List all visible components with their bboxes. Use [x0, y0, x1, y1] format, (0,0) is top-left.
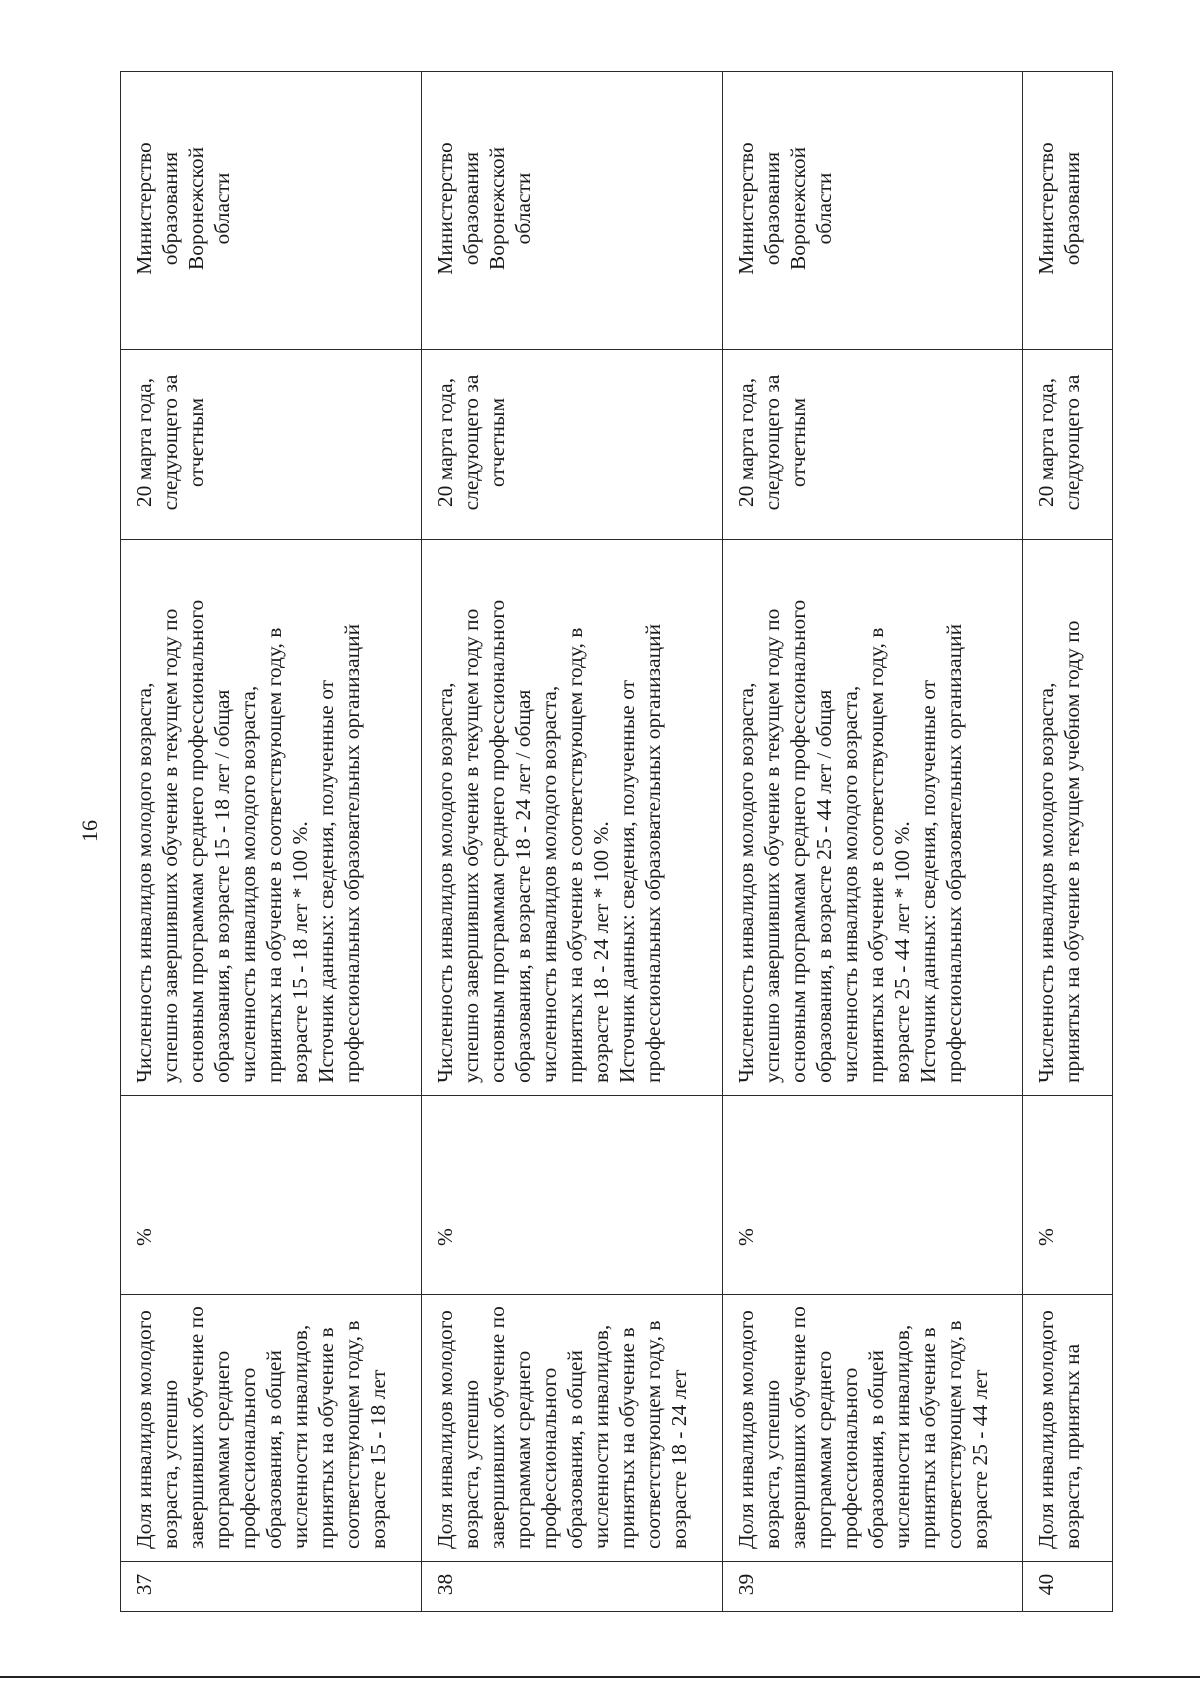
- indicator-name: Доля инвалидов молодого возраста, успешно завершивших обучение по программам среднего профессионального образования, в общей численности инвалидов, принятых на обучение в соответствующем году, в возрасте 18 - 24 лет: [422, 1295, 723, 1562]
- responsible-body: Министерство образования Воронежской области: [422, 72, 723, 350]
- page-number: 16: [77, 820, 102, 842]
- page-bottom-rule: [0, 1676, 1200, 1678]
- table-row: [121, 72, 422, 1612]
- table-row: [422, 72, 723, 1612]
- row-number: 40: [1023, 1562, 1113, 1612]
- indicator-name: Доля инвалидов молодого возраста, успешно завершивших обучение по программам среднего профессионального образования, в общей численности инвалидов, принятых на обучение в соответствующем году, в возрасте 25 - 44 лет: [723, 1295, 1023, 1562]
- calculation-method: Численность инвалидов молодого возраста, успешно завершивших обучение в текущем году по основным программам среднего профессионального образования, в возрасте 25 - 44 лет / общая численность инвалидов молодого возраста, принятых на обучение в соответствующем году, в возрасте 25 - 44 лет * 100 %. Источник данных: сведения, полученные от профессиональных образовательных организаций: [723, 540, 1023, 1096]
- unit-of-measure: %: [1023, 1096, 1113, 1295]
- row-number: 37: [121, 1562, 422, 1612]
- unit-of-measure: %: [723, 1096, 1023, 1295]
- responsible-body: Министерство образования: [1023, 72, 1113, 350]
- table-row: [1023, 72, 1113, 1612]
- submission-deadline: 20 марта года, следующего за отчетным: [422, 350, 723, 540]
- row-number: 39: [723, 1562, 1023, 1612]
- indicator-name: Доля инвалидов молодого возраста, принятых на: [1023, 1295, 1113, 1562]
- submission-deadline: 20 марта года, следующего за отчетным: [121, 350, 422, 540]
- row-number: 38: [422, 1562, 723, 1612]
- submission-deadline: 20 марта года, следующего за: [1023, 350, 1113, 540]
- table-row: [723, 72, 1023, 1612]
- responsible-body: Министерство образования Воронежской области: [121, 72, 422, 350]
- indicators-table: [120, 71, 1113, 1612]
- unit-of-measure: %: [422, 1096, 723, 1295]
- unit-of-measure: %: [121, 1096, 422, 1295]
- submission-deadline: 20 марта года, следующего за отчетным: [723, 350, 1023, 540]
- indicators-table-rotated: [120, 72, 1112, 1612]
- calculation-method: Численность инвалидов молодого возраста, принятых на обучение в текущем учебном году по: [1023, 540, 1113, 1096]
- calculation-method: Численность инвалидов молодого возраста, успешно завершивших обучение в текущем году по основным программам среднего профессионального образования, в возрасте 15 - 18 лет / общая численность инвалидов молодого возраста, принятых на обучение в соответствующем году, в возрасте 15 - 18 лет * 100 %. Источник данных: сведения, полученные от профессиональных образовательных организаций: [121, 540, 422, 1096]
- calculation-method: Численность инвалидов молодого возраста, успешно завершивших обучение в текущем году по основным программам среднего профессионального образования, в возрасте 18 - 24 лет / общая численность инвалидов молодого возраста, принятых на обучение в соответствующем году, в возрасте 18 - 24 лет * 100 %. Источник данных: сведения, полученные от профессиональных образовательных организаций: [422, 540, 723, 1096]
- responsible-body: Министерство образования Воронежской области: [723, 72, 1023, 350]
- indicator-name: Доля инвалидов молодого возраста, успешно завершивших обучение по программам среднего профессионального образования, в общей численности инвалидов, принятых на обучение в соответствующем году, в возрасте 15 - 18 лет: [121, 1295, 422, 1562]
